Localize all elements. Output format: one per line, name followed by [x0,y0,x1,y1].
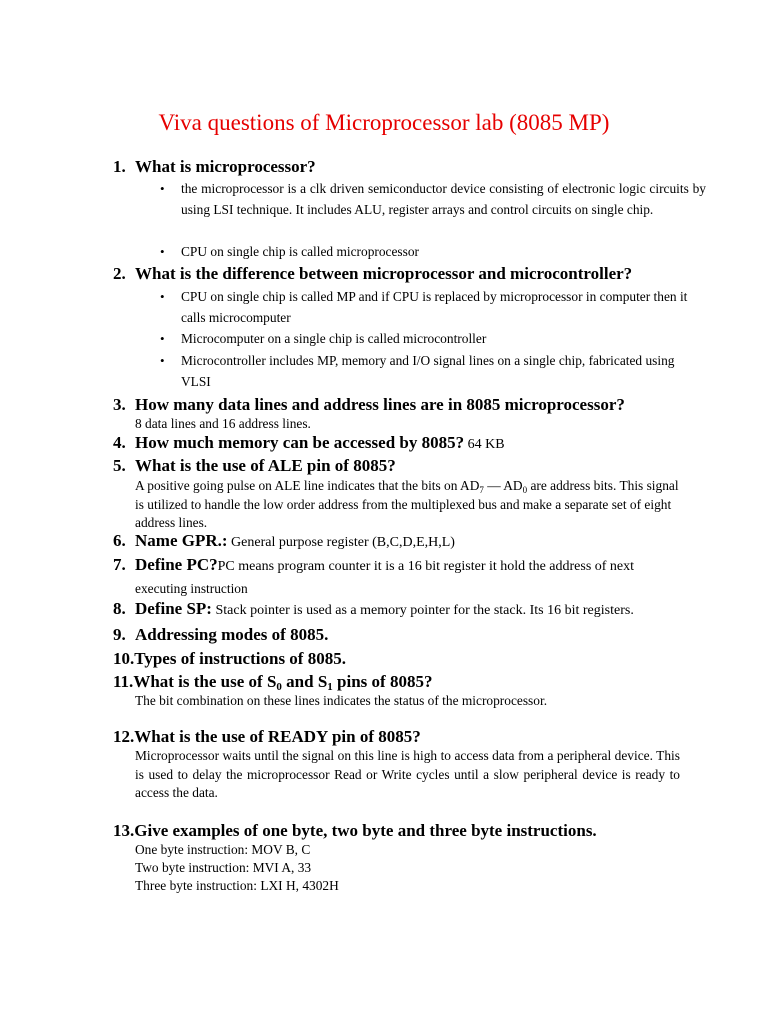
question-text: Give examples of one byte, two byte and three byte instructions. [134,821,597,840]
question-number: 11. [113,672,134,691]
inline-answer: General purpose register (B,C,D,E,H,L) [227,535,455,550]
inline-answer: Stack pointer is used as a memory pointer for the stack. Its 16 bit registers. [211,603,634,618]
question-text: What is the difference between microprocessor and microcontroller? [135,264,633,283]
question-4 [113,432,733,456]
bullet-item: • the microprocessor is a clk driven semiconductor device consisting of electronic logic circuits by using LSI technique. It includes ALU, register arrays and control circuits on single chip. [160,181,706,217]
bullet-item: • CPU on single chip is called MP and if CPU is replaced by microprocessor in computer then it calls microcomputer [160,289,688,325]
question-number: 8. [113,599,126,618]
bullet-icon: • [160,244,165,259]
question-3 [113,394,733,416]
question-number: 4. [113,433,126,452]
question-11 [113,671,733,693]
bullet-icon: • [160,353,165,368]
inline-answer: PC means program counter it is a 16 bit register it hold the address of next [217,559,635,574]
bullet-item: • Microcontroller includes MP, memory and I/O signal lines on a single chip, fabricated using VLSI [160,353,675,389]
answer-text: 8 data lines and 16 address lines. [135,416,311,431]
example-line: One byte instruction: MOV B, C [135,842,311,857]
question-text: What is the use of ALE pin of 8085? [135,456,396,475]
question-number: 1. [113,157,126,176]
answer-text: The bit combination on these lines indicates the status of the microprocessor. [135,693,548,708]
question-text: What is microprocessor? [135,157,316,176]
bullet-item: • CPU on single chip is called microprocessor [181,242,706,263]
question-number: 7. [113,555,126,574]
question-6 [113,530,733,554]
question-text: What is the use of $S_0$ and $S_1$ pins of 8085? [133,672,433,693]
question-text: Name GPR.: [135,531,228,550]
question-12 [113,726,733,748]
question-5 [113,455,733,477]
answer-text: Microprocessor waits until the signal on this line is high to access data from a peripheral device. This is used to delay the microprocessor Read or Write cycles until a slow peripheral device is ready to access the data. [135,748,680,800]
question-text: Addressing modes of 8085. [135,625,329,644]
question-number: 2. [113,264,126,283]
question-number: 3. [113,395,126,414]
question-7 [113,554,733,578]
question-text: Define SP: [135,599,212,618]
question-text: How much memory can be accessed by 8085? [135,433,465,452]
bullet-item: • Microcomputer on a single chip is called microcontroller [181,329,706,350]
question-text: Define PC? [135,555,218,574]
bullet-icon: • [160,331,165,346]
answer-continuation: executing instruction [135,581,248,596]
question-text: What is the use of READY pin of 8085? [134,727,421,746]
question-13 [113,820,733,842]
example-line: Three byte instruction: LXI H, 4302H [135,878,339,893]
question-number: 6. [113,531,126,550]
question-text: How many data lines and address lines are in 8085 microprocessor? [135,395,625,414]
question-number: 12. [113,727,135,746]
question-1 [113,156,733,178]
question-2 [113,263,733,285]
question-number: 5. [113,456,126,475]
question-10 [113,648,733,670]
bullet-icon: • [160,181,165,196]
answer-text: A positive going pulse on ALE line indicates that the bits on $AD_7$ — $AD_0$ are address bits. This signal is utilized to handle the low order address from the multiplexed bus and make a separate set of eight address lines. [135,478,679,530]
example-line: Two byte instruction: MVI A, 33 [135,860,312,875]
question-number: 10. [113,649,135,668]
question-text: Types of instructions of 8085. [134,649,346,668]
question-8 [113,598,733,622]
bullet-icon: • [160,289,165,304]
question-9 [113,624,733,646]
question-number: 13. [113,821,135,840]
question-number: 9. [113,625,126,644]
document-title: Viva questions of Microprocessor lab (8085 MP) [158,110,610,135]
inline-answer: 64 KB [464,437,505,452]
